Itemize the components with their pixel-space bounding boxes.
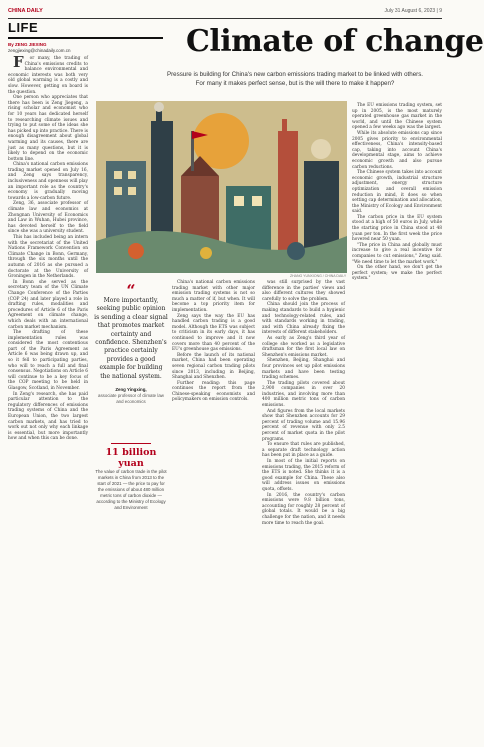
paragraph: To ensure that rules are published, a separate draft technology action has been put in place as a guide. [262, 442, 345, 459]
pull-quote-title: associate professor of climate law and economics [98, 393, 164, 405]
paragraph: The drafting of these implementation rules was considered the most contentious part of the Paris Agreement as Article 6 was being drawn up, and so it fell to participating parties, who will to reach a full and final consensus. Negotiations on Article 6 will continue to be a key focus of the COP meeting to be held in Glasgow, Scotland, in November. [8, 330, 88, 392]
quote-mark-icon: “ [126, 281, 136, 300]
section-title: LIFE [8, 20, 39, 35]
paragraph: On the other hand, we don't get the perfect system; we make the perfect system." [352, 265, 442, 282]
headline: Climate of change [186, 24, 484, 59]
paragraph: Shenzhen, Beijing, Shanghai and four provinces set up pilot emissions markets and have been testing trading schemes. [262, 358, 345, 381]
illustration-credit: ZHANG YUNXIONG / CHINA DAILY [290, 274, 347, 278]
pull-quote [94, 281, 168, 405]
paragraph: The EU emissions trading system, set up in 2005, is the most maturely operated greenhouse gas market in the world, and until the Chinese system opened a few weeks ago was the largest. [352, 103, 442, 131]
paragraph: Zeng says the way the EU has handled carbon trading is a good model. Although the ETS was subject to criticism in its early days, it has continued to improve and it now covers more than 40 percent of the EU's greenhouse gas emissions. [172, 313, 255, 353]
paragraph: For many, the trading of China's emissions credits to balance environmental and economic interests was both very old global warming is a costly and slow. However, getting on board is the question. [8, 53, 88, 95]
paragraph: In Bonn she served as the secretary team of the UN Climate Change Conference of the Parties (COP 24) and later played a role in drafting rules, modalities and procedures of Article 6 of the Paris Agreement on climate change, which deals with an international carbon market mechanism. [8, 279, 88, 330]
article-column-3 [262, 280, 345, 744]
article-column-4 [352, 103, 442, 744]
paragraph: In most of the initial reports on emissions trading, the 2015 reform of the ETS is noted. She thinks it is a good example for China. These also will address issues on emissions quota, offsets. [262, 459, 345, 492]
top-rule [8, 18, 442, 19]
stat-number: 11 billion yuan [105, 447, 157, 469]
stat-box [94, 440, 168, 511]
paragraph: While its absolute emissions cap since 2005 gives priority to environmental effectiveness, China's intensity-based cap, taking into account China's developmental stage, aims to achieve economic growth and also pursue carbon reductions. [352, 130, 442, 170]
paragraph: As early as Zeng's third year of college she worked as a legislative draftsman for the first local law on Shenzhen's emissions market. [262, 335, 345, 358]
paragraph: The Chinese system takes into account economic growth, industrial structure adjustment, energy structure optimization and overall emission reduction in mind, it does so when setting cap determination and allocation, the Ministry of Ecology and Environment said. [352, 170, 442, 215]
pull-quote-name: Zeng Yingxing, [115, 387, 147, 393]
byline-author: By ZENG JIEXING [8, 42, 47, 47]
illustration-art [96, 101, 347, 273]
paragraph: And figures from the local markets show that Shenzhen accounts for 29 percent of trading volume and 15.96 percent of revenue with only 2.5 percent of market quota in the pilot programs. [262, 408, 345, 442]
paragraph: China's national carbon emissions trading market opened on July 16, and Zeng says transparency, inclusiveness and openness will play an important role as the country's economy is gradually moving towards a low-carbon future. [8, 162, 88, 201]
deck: Pressure is building for China's new carbon emissions trading market to be linked with others. For many it makes perfect sense, but is the will there to make it happen? [166, 71, 424, 87]
article-column-1 [8, 53, 88, 744]
paragraph: Before the launch of its national market, China had been operating seven regional carbon trading pilots since 2013, including in Beijing, Shanghai and Shenzhen. [172, 352, 255, 381]
paragraph: In Zeng's research, she has paid particular attention to the regulatory differences of emissions trading systems of China and the European Union, the two largest carbon markets, and has tried to work out not only why each linkage is essential, but more importantly how and when this can be done. [8, 391, 88, 442]
illustration [96, 101, 347, 273]
paragraph: China should join the process of making standards to build a hygienic and technology-related rules, and with standards working in trading, and with China already fixing the interests of different stakeholders. [262, 302, 345, 336]
byline-email: zengjiexing@chinadaily.com.cn [8, 48, 71, 53]
paragraph: The trading pilots covered about 2,900 companies in over 20 industries, and involving more than 400 million metric tons of carbon emissions. [262, 380, 345, 409]
pull-quote-attribution [94, 387, 168, 405]
masthead-bar [8, 6, 442, 18]
paragraph: One person who appreciates that there has been is Zeng Jiegeng, a rising scholar and economist who for 10 years has dedicated herself to researching climate issues and trying to put some of the ideas she has picked up into practice. There is enough disagreement about global warming and its causes, there are just as many questions, but it is likely to depend on the economic bottom line. [8, 95, 88, 162]
paragraph: In 2016, the country's carbon emissions were 9.8 billion tons, accounting for roughly 28 percent of global totals. It would be a big challenge for the nation, and it needs more time to reach the goal. [262, 492, 345, 526]
paragraph: "The price in China and globally must increase to give a real incentive for companies to cut emissions," Zeng said. "We need time to let the market work." [352, 242, 442, 265]
publication-name: CHINA DAILY [8, 8, 43, 14]
pull-quote-text: More importantly, seeking public opinion is sending a clear signal that promotes market certainty and confidence. Shenzhen's practice certainly provides a good example for building the national system. [94, 297, 168, 380]
paragraph: Further reading: this page continues the report from the Chinese-speaking economists and policymakers on emission controls. [172, 380, 255, 403]
paragraph: was still surprised by the vast difference in the parties' views and also different cultures they showed carefully to solve the problem. [262, 280, 345, 302]
stat-rule [111, 443, 151, 444]
article-column-2 [172, 280, 255, 744]
date-page-label: July 31 August 6, 2023 | 9 [384, 8, 442, 14]
paragraph: This has included being an intern with the secretariat of the United Nations Framework Convention on Climate Change in Bonn, Germany, through the six months until the autumn of 2016 as she pursued a doctorate at the University of Groningen in the Netherlands. [8, 235, 88, 280]
paragraph: The carbon price in the EU system stood at a high of 50 euros in July, while the starting price in China stood at 48 yuan per ton. In the first week the price hovered near 50 yuan. [352, 214, 442, 243]
section-rule [8, 37, 163, 39]
stat-text: The value of carbon trade in the pilot markets in China from 2013 to the start of 2021 — the price to pay for the emissions of about 480 million metric tons of carbon dioxide — according to the Ministry of Ecology and Environment [95, 469, 167, 510]
paragraph: China's national carbon emissions trading market with other major emission trading systems is not so much a matter of if, but when. It will become a top priority item for implementation. [172, 280, 255, 313]
paragraph: Zeng, 36, associate professor of climate law and economics at Zhongnan University of Economics and Law in Wuhan, Hubei province, has devoted herself to the field since she was a university student. [8, 201, 88, 235]
